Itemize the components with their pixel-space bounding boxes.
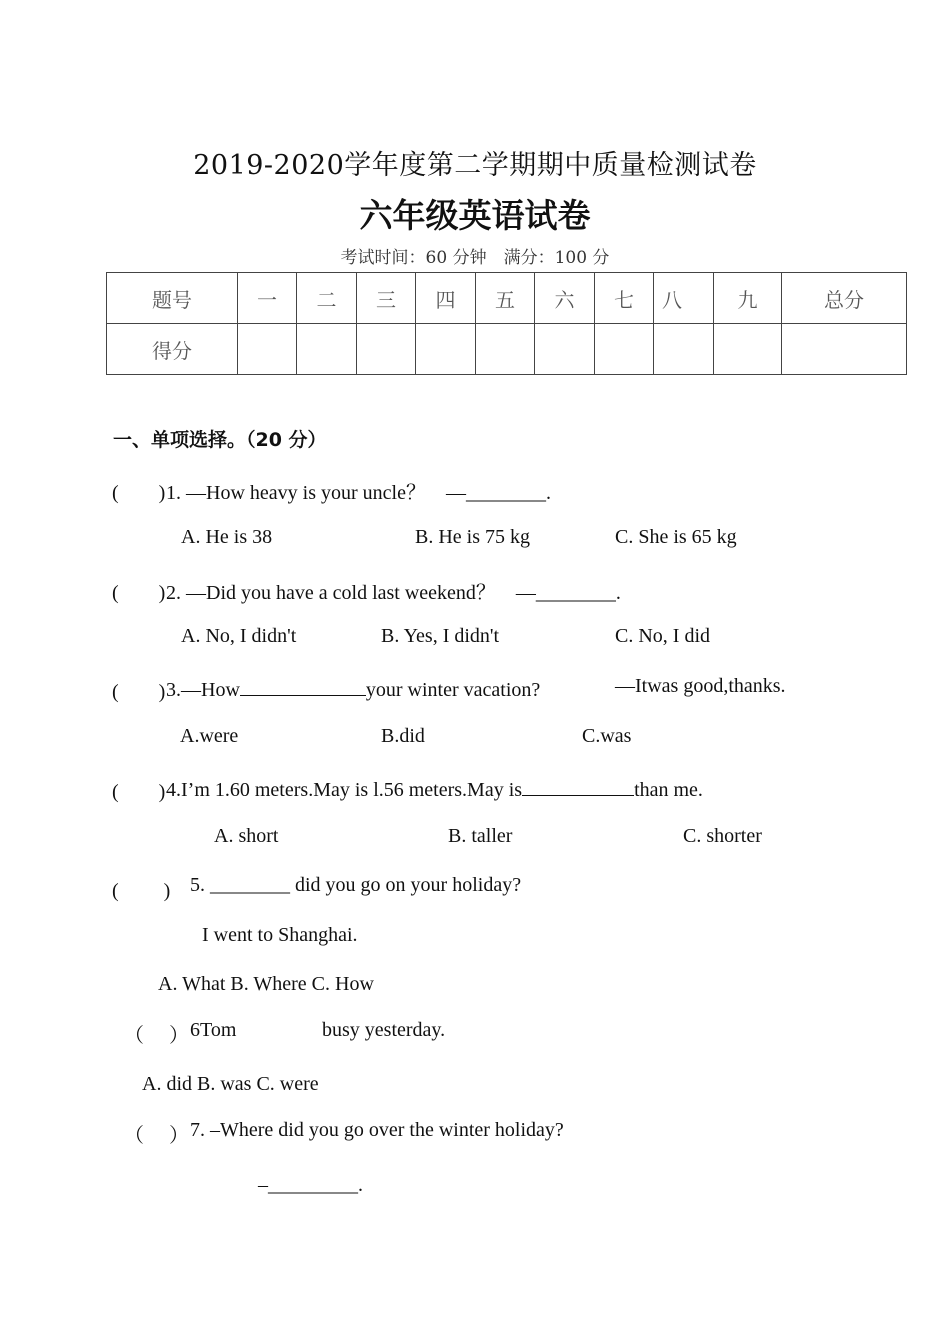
- header-cell: 四: [416, 273, 476, 324]
- score-cell[interactable]: [297, 324, 357, 375]
- q3-option-b: B.did: [381, 725, 425, 747]
- q3-prompt-after: your winter vacation?: [365, 679, 541, 701]
- section-1-heading: 一、单项选择。（20 分）: [113, 429, 327, 451]
- q4-option-a: A. short: [214, 825, 279, 847]
- q2-option-a: A. No, I didn't: [181, 625, 297, 647]
- q1-option-b: B. He is 75 kg: [415, 526, 530, 548]
- q1-option-c: C. She is 65 kg: [615, 526, 737, 548]
- q7-answer-paren[interactable]: （ ）: [124, 1125, 189, 1147]
- score-cell[interactable]: [595, 324, 654, 375]
- q6-options: A. did B. was C. were: [142, 1073, 319, 1095]
- q6-answer-paren[interactable]: （ ）: [124, 1025, 189, 1047]
- q1-prompt: 1. —How heavy is your uncle？ —________.: [166, 482, 551, 504]
- q4-answer-paren[interactable]: ( ): [112, 781, 166, 803]
- exam-subtitle: 六年级英语试卷: [359, 196, 591, 235]
- score-cell[interactable]: [654, 324, 714, 375]
- q2-option-b: B. Yes, I didn't: [381, 625, 500, 647]
- q3-response: —Itwas good,thanks.: [615, 675, 786, 697]
- q1-option-a: A. He is 38: [181, 526, 273, 548]
- score-cell[interactable]: [782, 324, 907, 375]
- q6-prompt-before: 6Tom: [190, 1019, 237, 1041]
- q4-option-b: B. taller: [448, 825, 513, 847]
- score-cell[interactable]: [476, 324, 535, 375]
- score-table: [106, 272, 907, 375]
- score-cell[interactable]: [357, 324, 416, 375]
- header-cell: 题号: [107, 273, 238, 324]
- q6-prompt-after: busy yesterday.: [322, 1019, 446, 1041]
- header-cell: 七: [595, 273, 654, 324]
- q5-prompt: 5. ________ did you go on your holiday?: [190, 874, 522, 896]
- score-cell[interactable]: [714, 324, 782, 375]
- q4-prompt: [166, 775, 703, 802]
- q5-response: I went to Shanghai.: [202, 924, 358, 946]
- q7-response: –_________.: [258, 1174, 363, 1196]
- score-table-header-row: [107, 273, 907, 324]
- q3-answer-paren[interactable]: ( ): [112, 681, 166, 703]
- q7-prompt: 7. –Where did you go over the winter holiday?: [190, 1119, 564, 1141]
- q2-option-c: C. No, I did: [615, 625, 710, 647]
- score-cell[interactable]: [416, 324, 476, 375]
- q1-answer-paren[interactable]: ( ): [112, 482, 166, 504]
- q2-prompt: 2. —Did you have a cold last weekend？ —________.: [166, 582, 621, 604]
- q3-prompt: [166, 675, 540, 702]
- q5-options: A. What B. Where C. How: [158, 973, 374, 995]
- header-cell: 总分: [782, 273, 907, 324]
- exam-info: 考试时间：60 分钟 满分：100 分: [340, 248, 610, 268]
- q3-option-a: A.were: [180, 725, 239, 747]
- q4-option-c: C. shorter: [683, 825, 762, 847]
- q5-answer-paren[interactable]: ( ): [112, 880, 171, 902]
- q2-answer-paren[interactable]: ( ): [112, 582, 166, 604]
- q4-prompt-before: 4.I’m 1.60 meters.May is l.56 meters.May is: [166, 779, 523, 801]
- header-cell: 六: [535, 273, 595, 324]
- header-cell: 八: [654, 273, 714, 324]
- score-cell[interactable]: [535, 324, 595, 375]
- q3-blank[interactable]: [240, 675, 366, 696]
- q4-prompt-after: than me.: [634, 779, 703, 801]
- header-cell: 九: [714, 273, 782, 324]
- exam-title: 2019-2020学年度第二学期期中质量检测试卷: [193, 150, 757, 181]
- header-cell: 五: [476, 273, 535, 324]
- score-cell[interactable]: [238, 324, 297, 375]
- q3-option-c: C.was: [582, 725, 632, 747]
- header-cell: 一: [238, 273, 297, 324]
- q4-blank[interactable]: [522, 775, 634, 796]
- score-row-label: 得分: [107, 324, 238, 375]
- score-table-score-row: [107, 324, 907, 375]
- header-cell: 三: [357, 273, 416, 324]
- q3-prompt-before: 3.—How: [166, 679, 240, 701]
- header-cell: 二: [297, 273, 357, 324]
